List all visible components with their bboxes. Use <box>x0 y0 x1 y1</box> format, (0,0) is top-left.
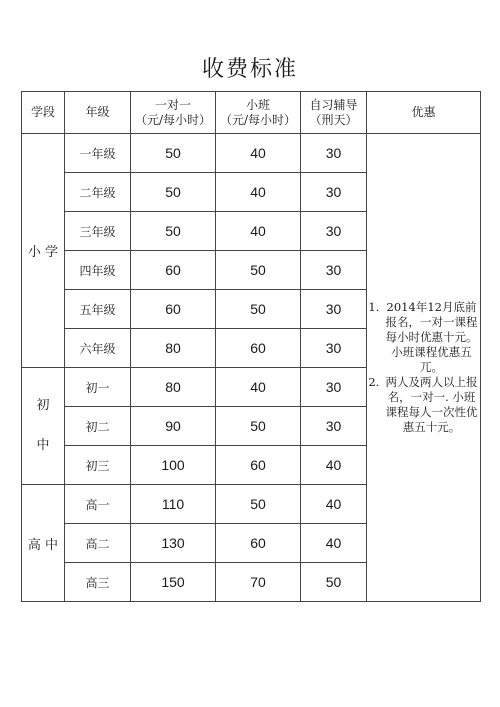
one-on-one-price: 50 <box>131 134 216 173</box>
header-stage: 学段 <box>22 92 65 134</box>
grade-cell: 二年级 <box>65 173 131 212</box>
self-study-price: 30 <box>301 173 367 212</box>
self-study-price: 50 <box>301 563 367 602</box>
small-class-price: 40 <box>216 368 301 407</box>
self-study-price: 40 <box>301 485 367 524</box>
grade-cell: 高三 <box>65 563 131 602</box>
fee-table <box>21 91 481 602</box>
self-study-price: 30 <box>301 251 367 290</box>
one-on-one-price: 130 <box>131 524 216 563</box>
grade-cell: 四年级 <box>65 251 131 290</box>
small-class-price: 60 <box>216 446 301 485</box>
grade-cell: 高一 <box>65 485 131 524</box>
header-grade: 年级 <box>65 92 131 134</box>
table-header-row <box>22 92 481 134</box>
small-class-price: 50 <box>216 251 301 290</box>
header-discount: 优惠 <box>367 92 481 134</box>
header-small-class <box>216 92 301 134</box>
one-on-one-price: 150 <box>131 563 216 602</box>
small-class-price: 40 <box>216 212 301 251</box>
small-class-price: 70 <box>216 563 301 602</box>
one-on-one-price: 80 <box>131 329 216 368</box>
small-class-price: 60 <box>216 329 301 368</box>
grade-cell: 一年级 <box>65 134 131 173</box>
self-study-price: 30 <box>301 290 367 329</box>
stage-junior <box>22 368 65 485</box>
grade-cell: 三年级 <box>65 212 131 251</box>
discount-item: 1. 2014年12月底前报名，一对一课程每小时优惠十元。小班课程优惠五兀。 <box>383 300 480 375</box>
stage-junior-char-1: 初 <box>36 398 50 413</box>
header-self-study-unit: （刑天） <box>309 112 358 127</box>
self-study-price: 30 <box>301 329 367 368</box>
self-study-price: 30 <box>301 212 367 251</box>
small-class-price: 60 <box>216 524 301 563</box>
header-small-class-title: 小班 <box>245 97 270 112</box>
header-small-class-unit: （元/每小时） <box>219 112 297 127</box>
discount-item: 2. 两人及两人以上报名，一对一. 小班课程每人一次性优惠五十元。 <box>383 375 480 435</box>
small-class-price: 50 <box>216 407 301 446</box>
grade-cell: 五年级 <box>65 290 131 329</box>
self-study-price: 30 <box>301 368 367 407</box>
header-self-study-title: 自习辅导 <box>309 97 358 112</box>
one-on-one-price: 100 <box>131 446 216 485</box>
small-class-price: 40 <box>216 134 301 173</box>
one-on-one-price: 80 <box>131 368 216 407</box>
small-class-price: 50 <box>216 290 301 329</box>
small-class-price: 40 <box>216 173 301 212</box>
small-class-price: 50 <box>216 485 301 524</box>
grade-cell: 六年级 <box>65 329 131 368</box>
grade-cell: 高二 <box>65 524 131 563</box>
self-study-price: 30 <box>301 407 367 446</box>
one-on-one-price: 110 <box>131 485 216 524</box>
grade-cell: 初三 <box>65 446 131 485</box>
header-self-study <box>301 92 367 134</box>
stage-senior: 高 中 <box>22 485 65 602</box>
discount-cell <box>367 134 481 602</box>
header-one-on-one-unit: （元/每小时） <box>134 112 212 127</box>
one-on-one-price: 90 <box>131 407 216 446</box>
header-one-on-one <box>131 92 216 134</box>
discount-list <box>367 300 480 435</box>
self-study-price: 40 <box>301 446 367 485</box>
grade-cell: 初一 <box>65 368 131 407</box>
one-on-one-price: 50 <box>131 173 216 212</box>
stage-junior-char-2: 中 <box>36 438 50 453</box>
self-study-price: 40 <box>301 524 367 563</box>
page-title: 收费标准 <box>201 57 298 82</box>
one-on-one-price: 60 <box>131 290 216 329</box>
self-study-price: 30 <box>301 134 367 173</box>
grade-cell: 初二 <box>65 407 131 446</box>
one-on-one-price: 60 <box>131 251 216 290</box>
header-one-on-one-title: 一对一 <box>154 97 191 112</box>
stage-primary: 小 学 <box>22 134 65 368</box>
table-row <box>22 134 481 173</box>
one-on-one-price: 50 <box>131 212 216 251</box>
